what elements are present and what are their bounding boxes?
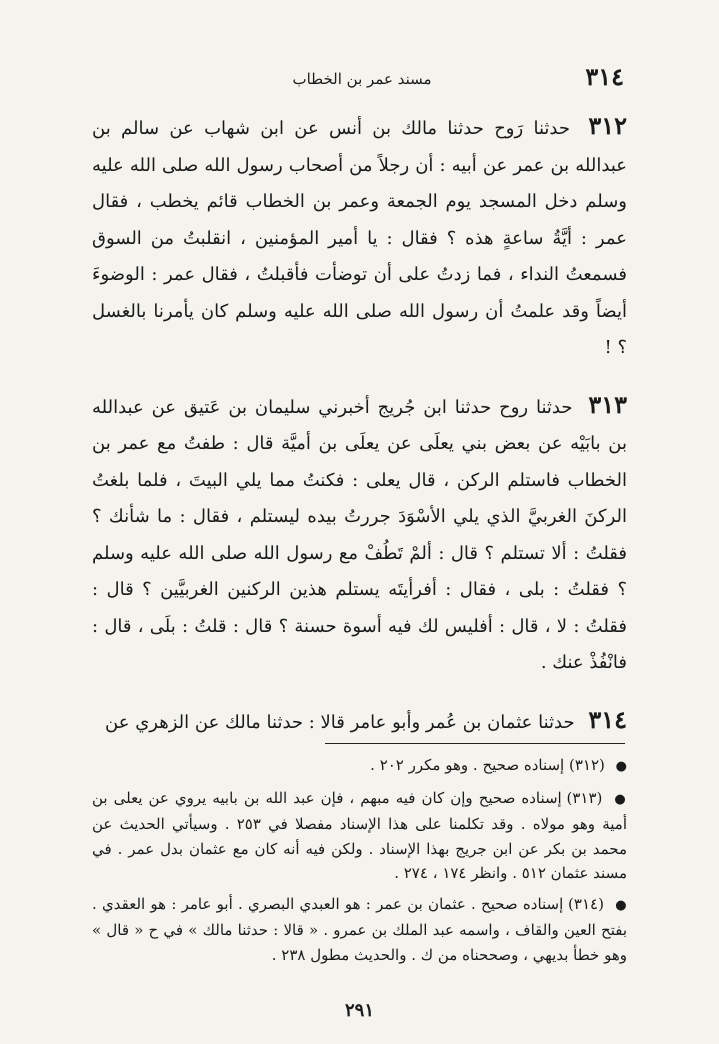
bullet-icon: ● [614, 791, 628, 807]
hadith-text: حدثنا رَوح حدثنا مالك بن أنس عن ابن شهاب عن سالم بن عبدالله بن عمر عن أبيه : أن رجلاً من أصحاب رسول الله صلى الله عليه وسلم دخل المسجد يوم الجمعة وعمر بن الخطاب قائم يخطب ، فقال عمر : أيَّةُ ساعةٍ هذه ؟ فقال : يا أمير المؤمنين ، انقلبتُ من السوق فسمعتُ النداء ، فما زدتُ على أن توضأت فأقبلتُ ، فقال عمر : الوضوءَ أيضاً وقد علمتُ أن رسول الله صلى الله عليه وسلم كان يأمرنا بالغسل ؟ ! [92, 118, 627, 358]
hadith-text: حدثنا عثمان بن عُمر وأبو عامر قالا : حدثنا مالك عن الزهري عن [105, 711, 575, 733]
running-title: مسند عمر بن الخطاب [292, 70, 432, 88]
hadith-number: ٣١٣ [588, 389, 627, 419]
page-header [100, 62, 624, 92]
page-footer [0, 1000, 719, 1021]
hadith-312 [92, 108, 627, 367]
footnote-text: (٣١٢) إسناده صحيح . وهو مكرر ٢٠٢ . [370, 756, 605, 774]
footnote-text: (٣١٤) إسناده صحيح . عثمان بن عمر : هو العبدي البصري . أبو عامر : هو العقدي . بفتح العين والقاف ، واسمه عبد الملك بن عمرو . « قالا : حدثنا مالك » في ح « قال » وهو خطأ بديهي ، وصححناه من ك . والحديث مطول ٢٣٨ . [92, 894, 627, 964]
bullet-icon: ● [615, 759, 627, 774]
footnote-314 [92, 892, 627, 968]
hadith-number: ٣١٤ [588, 704, 627, 734]
footnote-text: (٣١٣) إسناده صحيح وإن كان فيه مبهم ، فإن عبد الله بن بابيه يروي عن يعلى بن أمية وهو مولاه . وقد تكلمنا على هذا الإسناد مفصلا في ٢٥٣ . وسيأتي الحديث عن محمد بن بكر عن ابن جريج بهذا الإسناد . ولكن فيه أنه كان مع عثمان بدل عمر . في مسند عثمان ٥١٢ . وانظر ١٧٤ ، ٢٧٤ . [92, 788, 627, 882]
footnote-313 [92, 786, 627, 886]
main-text [92, 108, 627, 741]
footnotes [92, 753, 627, 973]
bullet-icon: ● [615, 897, 628, 913]
footnote-divider [325, 743, 625, 744]
footer-page-number: ٢٩١ [344, 1000, 374, 1021]
hadith-number: ٣١٢ [588, 111, 627, 140]
hadith-314 [92, 702, 627, 742]
hadith-text: حدثنا روح حدثنا ابن جُريج أخبرني سليمان بن عَتيق عن عبدالله بن بابَيْه عن بعض بني يعلَى عن يعلَى بن أميَّة قال : طفتُ مع عمر بن الخطاب فاستلم الركن ، قال يعلى : فكنتُ مما يلي البيتَ ، فلما بلغتُ الركنَ الغربيَّ الذي يلي الأسْوَدَ جررتُ بيده ليستلم ، فقال : ما شأنك ؟ فقلتُ : ألا تستلم ؟ قال : ألمْ تَطُفْ مع رسول الله صلى الله عليه وسلم ؟ فقلتُ : بلى ، فقال : أفرأيتَه يستلم هذين الركنين الغربيَّين ؟ قال : فقلتُ : لا ، قال : أفليس لك فيه أسوة حسنة ؟ قال : قلتُ : بلَى ، قال : فانْفُذْ عنك . [92, 396, 627, 673]
hadith-313 [92, 387, 627, 682]
header-page-number: ٣١٤ [585, 62, 624, 91]
footnote-312 [92, 753, 627, 780]
